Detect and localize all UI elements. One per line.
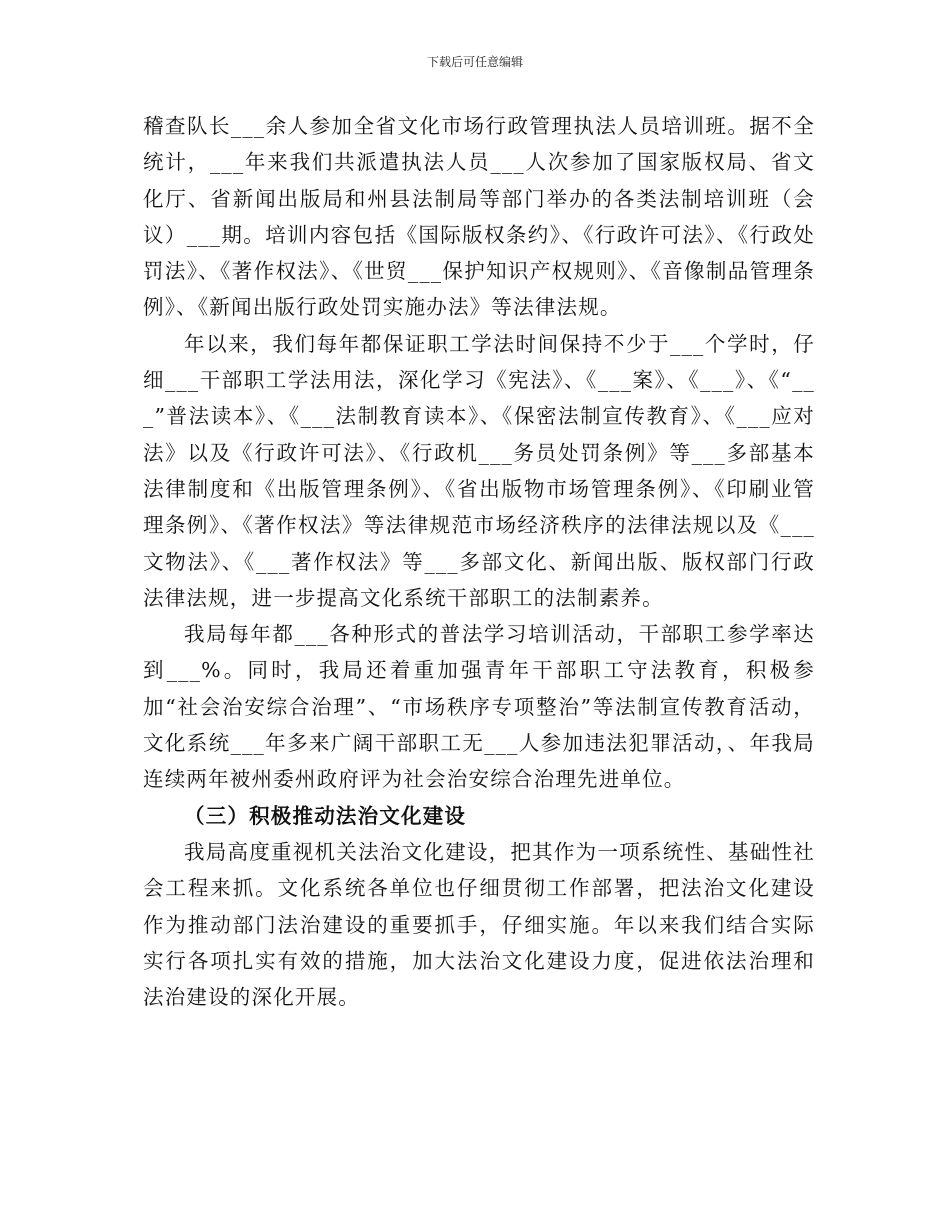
document-body [143, 108, 815, 1015]
paragraph-training: 稽查队长___余人参加全省文化市场行政管理执法人员培训班。据不全统计，___年来我们共派遣执法人员___人次参加了国家版权局、省文化厅、省新闻出版局和州县法制局等部门举办的各类法制培训班（会议）___期。培训内容包括《国际版权条约》、《行政许可法》、《行政处罚法》、《著作权法》、《世贸___保护知识产权规则》、《音像制品管理条例》、《新闻出版行政处罚实施办法》等法律法规。 [143, 114, 815, 320]
paragraph-culture: 我局高度重视机关法治文化建设，把其作为一项系统性、基础性社会工程来抓。文化系统各单位也仔细贯彻工作部署，把法治文化建设作为推动部门法治建设的重要抓手，仔细实施。年以来我们结合实际实行各项扎实有效的措施，加大法治文化建设力度，促进依法治理和法治建设的深化开展。 [143, 839, 815, 1010]
section-heading: （三）积极推动法治文化建设 [184, 803, 467, 828]
download-note: 下载后可任意编辑 [426, 55, 523, 69]
paragraph-study: 年以来，我们每年都保证职工学法时间保持不少于___个学时，仔细___干部职工学法用法，深化学习《宪法》、《___案》、《___》、《“___”普法读本》、《___法制教育读本》、《保密法制宣传教育》、《___应对法》以及《行政许可法》、《行政机___务员处罚条例》等___多部基本法律制度和《出版管理条例》、《省出版物市场管理条例》、《印刷业管理条例》、《著作权法》等法律规范市场经济秩序的法律法规以及《___文物法》、《___著作权法》等___多部文化、新闻出版、版权部门行政法律法规，进一步提高文化系统干部职工的法制素养。 [143, 331, 815, 610]
paragraph-activities: 我局每年都___各种形式的普法学习培训活动，干部职工参学率达到___%。同时，我局还着重加强青年干部职工守法教育，积极参加“社会治安综合治理”、“市场秩序专项整治”等法制宣传教育活动，文化系统___年多来广阔干部职工无___人参加违法犯罪活动，、年我局连续两年被州委州政府评为社会治安综合治理先进单位。 [143, 622, 815, 792]
